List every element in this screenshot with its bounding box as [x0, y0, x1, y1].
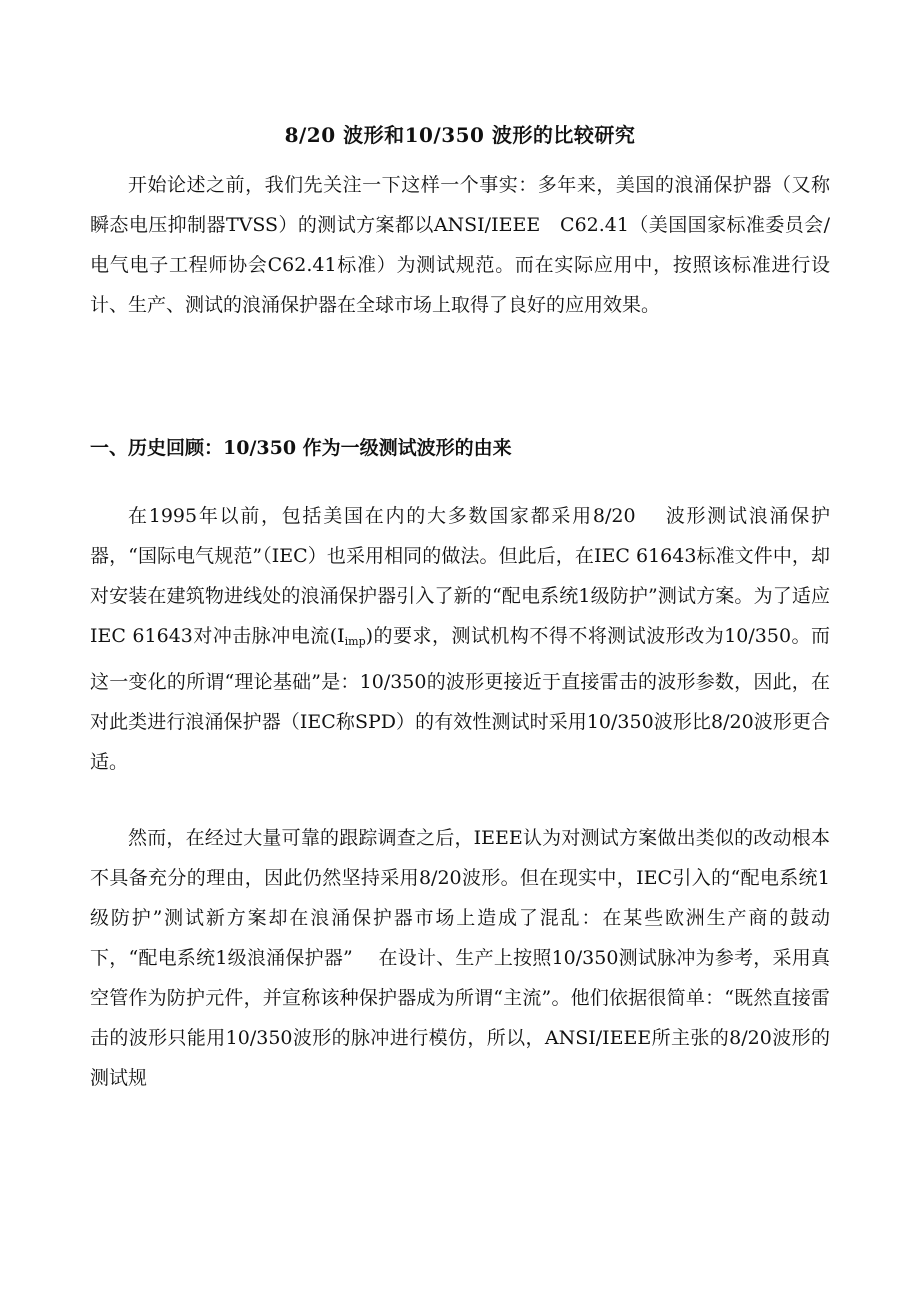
history-text-part1: 在1995年以前，包括美国在内的大多数国家都采用8/20 波形测试浪涌保护器，“国际电气规范”（IEC）也采用相同的做法。但此后，在IEC 61643标准文件中，却对安装在建筑物进线处的浪涌保护器引入了新的“配电系统1级防护”测试方案。为了适应IEC 61643对冲击脉冲电流(I — [90, 505, 830, 647]
history-paragraph — [90, 496, 830, 782]
intro-paragraph: 开始论述之前，我们先关注一下这样一个事实：多年来，美国的浪涌保护器（又称瞬态电压抑制器TVSS）的测试方案都以ANSI/IEEE C62.41（美国国家标准委员会/电气电子工程师协会C62.41标准）为测试规范。而在实际应用中，按照该标准进行设计、生产、测试的浪涌保护器在全球市场上取得了良好的应用效果。 — [90, 174, 830, 316]
section-heading: 一、历史回顾：10/350 作为一级测试波形的由来 — [90, 437, 512, 459]
ieee-paragraph: 然而，在经过大量可靠的跟踪调查之后，IEEE认为对测试方案做出类似的改动根本不具备充分的理由，因此仍然坚持采用8/20波形。但在现实中，IEC引入的“配电系统1级防护”测试新方案却在浪涌保护器市场上造成了混乱：在某些欧洲生产商的鼓动下，“配电系统1级浪涌保护器” 在设计、生产上按照10/350测试脉冲为参考，采用真空管作为防护元件，并宣称该种保护器成为所谓“主流”。他们依据很简单：“既然直接雷击的波形只能用10/350波形的脉冲进行模仿，所以，ANSI/IEEE所主张的8/20波形的测试规 — [90, 827, 830, 1089]
imp-subscript: imp — [344, 635, 366, 648]
history-text-part2: )的要求，测试机构不得不将测试波形改为10/350。而这一变化的所谓“理论基础”是：10/350的波形更接近于直接雷击的波形参数，因此，在对此类进行浪涌保护器（IEC称SPD）的有效性测试时采用10/350波形比8/20波形更合适。 — [90, 625, 830, 773]
document-title: 8/20 波形和10/350 波形的比较研究 — [284, 123, 636, 147]
